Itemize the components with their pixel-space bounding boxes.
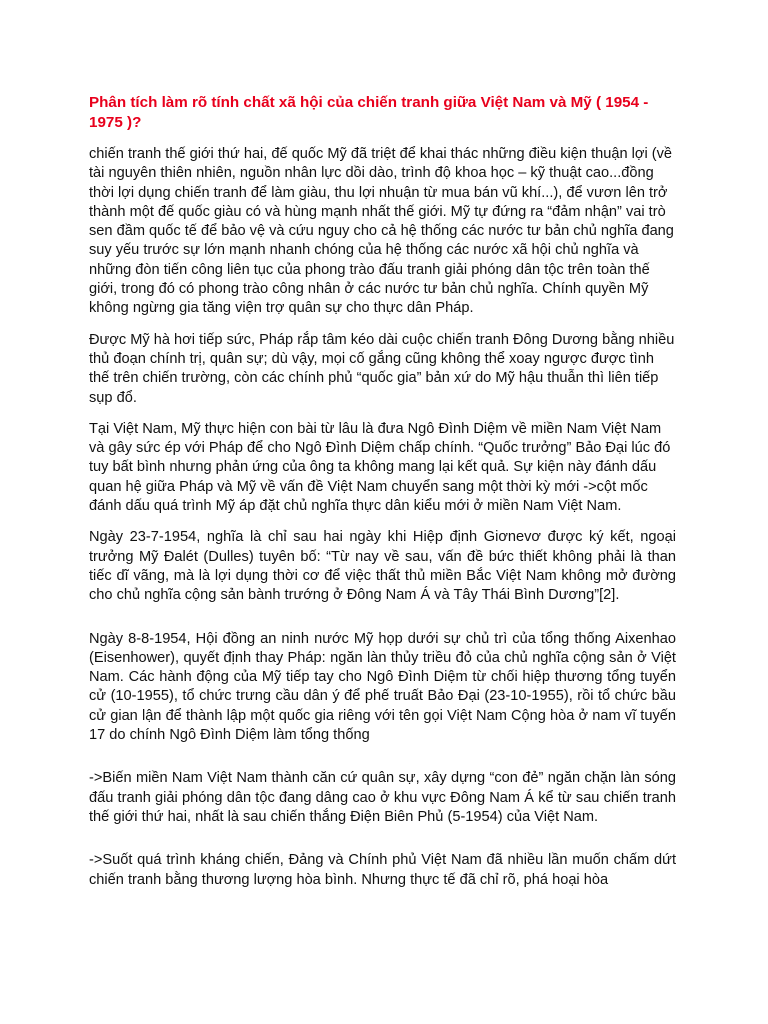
- paragraph-1: chiến tranh thế giới thứ hai, đế quốc Mỹ đã triệt để khai thác những điều kiện thuận lợi (về tài nguyên thiên nhiên, nguồn nhân lực dồi dào, trình độ khoa học – kỹ thuật cao...đồng thời lợi dụng chiến tranh để làm giàu, thu lợi nhuận từ mua bán vũ khí...), để vươn lên trở thành một đế quốc giàu có và hùng mạnh nhất thế giới. Mỹ tự đứng ra “đảm nhận” vai trò sen đầm quốc tế để bảo vệ và cứu nguy cho cả hệ thống các nước tư bản chủ nghĩa đang suy yếu trước sự lớn mạnh nhanh chóng của hệ thống các nước xã hội chủ nghĩa và những đòn tiến công liên tục của phong trào đấu tranh giải phóng dân tộc trên toàn thế giới, trong đó có phong trào công nhân ở các nước tư bản chủ nghĩa. Chính quyền Mỹ không ngừng gia tăng viện trợ quân sự cho thực dân Pháp.: [89, 146, 674, 317]
- paragraph-3: Tại Việt Nam, Mỹ thực hiện con bài từ lâu là đưa Ngô Đình Diệm về miền Nam Việt Nam và gây sức ép với Pháp để cho Ngô Đình Diệm chấp chính. “Quốc trưởng” Bảo Đại lúc đó tuy bất bình nhưng phản ứng của ông ta không mang lại kết quả. Sự kiện này đánh dấu quan hệ giữa Pháp và Mỹ về vấn đề Việt Nam chuyển sang một thời kỳ mới ->cột mốc đánh dấu quá trình Mỹ áp đặt chủ nghĩa thực dân kiểu mới ở miền Nam Việt Nam.: [89, 420, 671, 515]
- document-title: Phân tích làm rõ tính chất xã hội của chiến tranh giữa Việt Nam và Mỹ ( 1954 - 1975 )?: [89, 94, 649, 131]
- paragraph-7: ->Suốt quá trình kháng chiến, Đảng và Chính phủ Việt Nam đã nhiều lần muốn chấm dứt chiến tranh bằng thương lượng hòa bình. Nhưng thực tế đã chỉ rõ, phá hoại hòa: [89, 852, 676, 888]
- document-page: [89, 93, 676, 902]
- paragraph-2: Được Mỹ hà hơi tiếp sức, Pháp rắp tâm kéo dài cuộc chiến tranh Đông Dương bằng nhiều thủ đoạn chính trị, quân sự; dù vậy, mọi cố gắng cũng không thể xoay ngược được tình thế trên chiến trường, còn các chính phủ “quốc gia” bản xứ do Mỹ hậu thuẫn thì liên tiếp sụp đổ.: [89, 331, 675, 406]
- paragraph-5: Ngày 8-8-1954, Hội đồng an ninh nước Mỹ họp dưới sự chủ trì của tổng thống Aixenhao (Eisenhower), quyết định thay Pháp: ngăn làn thủy triều đỏ của chủ nghĩa cộng sản ở Việt Nam. Các hành động của Mỹ tiếp tay cho Ngô Đình Diệm từ chối hiệp thương tổng tuyển cử (10-1955), tổ chức trưng cầu dân ý để phế truất Bảo Đại (23-10-1955), rồi tổ chức bầu cử gian lận để thành lập một quốc gia riêng với tên gọi Việt Nam Cộng hòa ở nam vĩ tuyến 17 do chính Ngô Đình Diệm làm tổng thống: [89, 630, 676, 744]
- paragraph-4: Ngày 23-7-1954, nghĩa là chỉ sau hai ngày khi Hiệp định Giơnevơ được ký kết, ngoại trưởng Mỹ Đalét (Dulles) tuyên bố: “Từ nay về sau, vấn đề bức thiết không phải là than tiếc dĩ vãng, mà là lợi dụng thời cơ để việc thất thủ miền Bắc Việt Nam không mở đường cho chủ nghĩa cộng sản bành trướng ở Đông Nam Á và Tây Thái Bình Dương”[2].: [89, 529, 676, 604]
- paragraph-6: ->Biến miền Nam Việt Nam thành căn cứ quân sự, xây dựng “con đẻ” ngăn chặn làn sóng đấu tranh giải phóng dân tộc đang dâng cao ở khu vực Đông Nam Á kể từ sau chiến tranh thế giới thứ hai, nhất là sau chiến thắng Điện Biên Phủ (5-1954) của Việt Nam.: [89, 770, 676, 825]
